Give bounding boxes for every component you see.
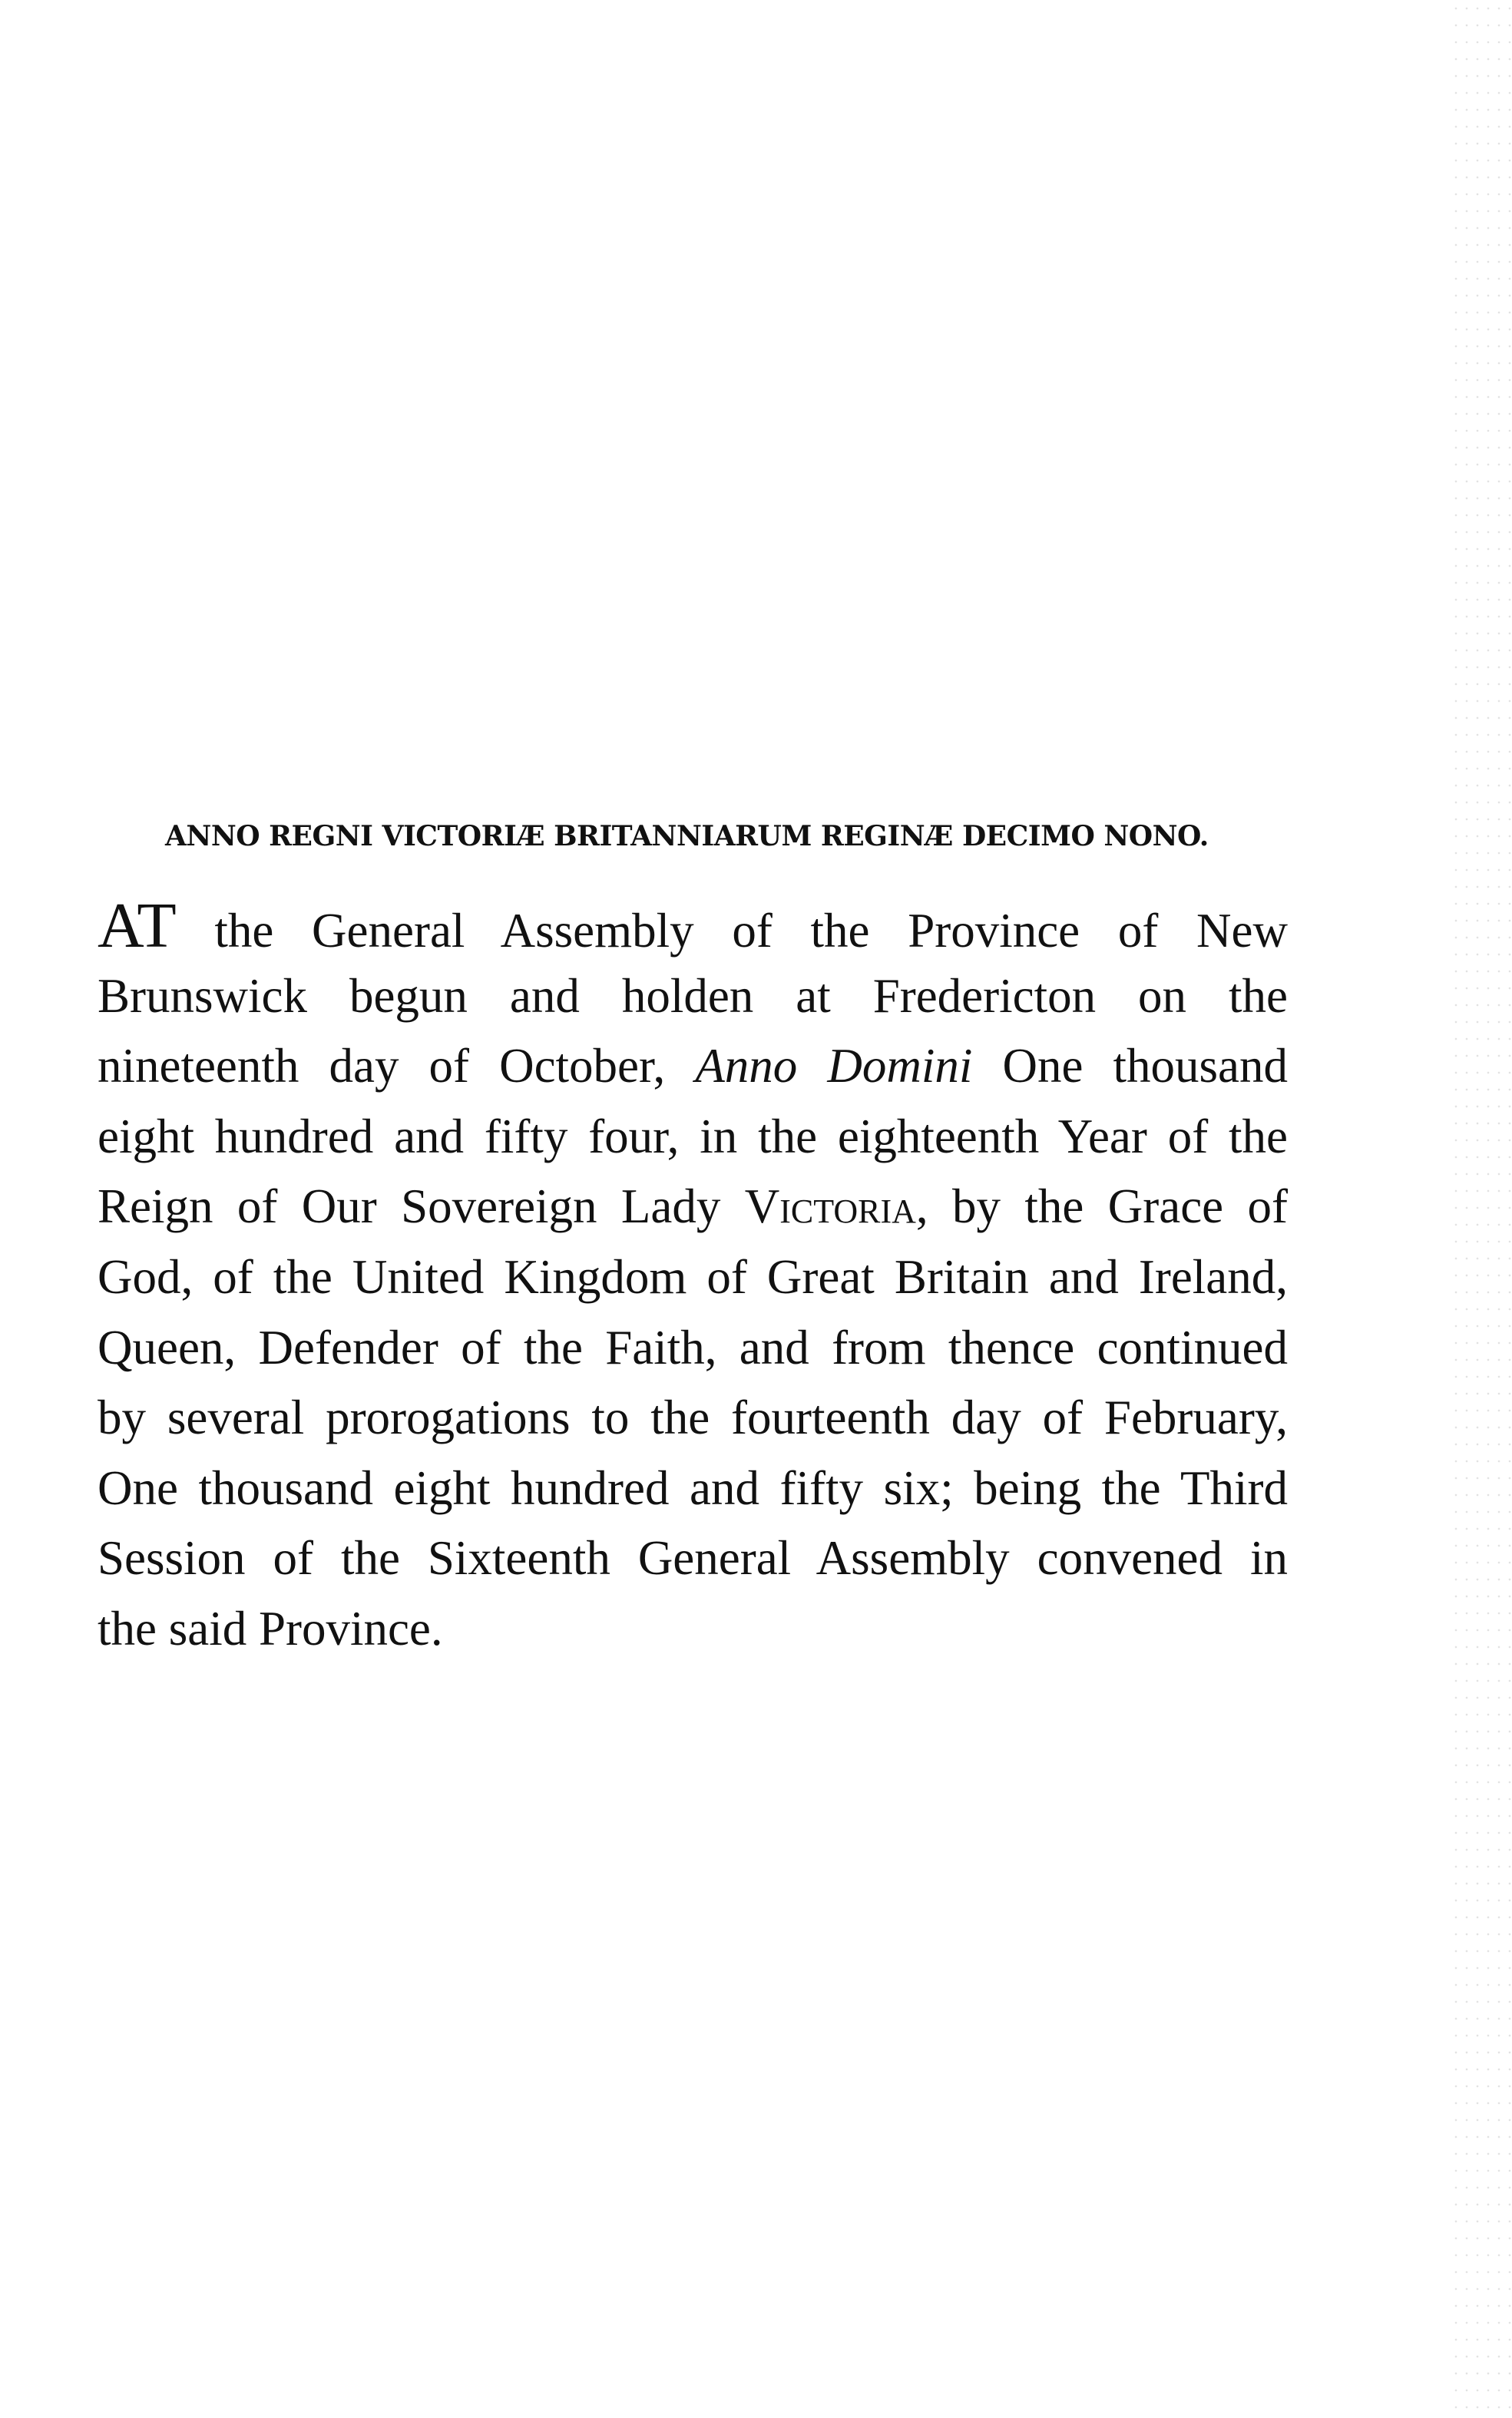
line-text: Brunswick begun and holden at Fredericton on the bbox=[98, 968, 1288, 1023]
line-text: eight hundred and fifty four, in the eighteenth Year of the bbox=[98, 1109, 1288, 1163]
session-preamble bbox=[98, 891, 1288, 1665]
line-text: Queen, Defender of the Faith, and from thence continued bbox=[98, 1320, 1288, 1374]
italic-phrase: Anno Domini bbox=[695, 1039, 973, 1093]
text-line bbox=[98, 891, 1288, 961]
scan-edge-artifact bbox=[1451, 0, 1512, 2418]
text-line bbox=[98, 1172, 1288, 1242]
line-text: nineteenth day of October, bbox=[98, 1039, 696, 1093]
line-text: One thousand bbox=[972, 1039, 1288, 1093]
text-line bbox=[98, 1383, 1288, 1454]
text-line bbox=[98, 1594, 1288, 1665]
line-text: Session of the Sixteenth General Assembly convened in bbox=[98, 1531, 1288, 1586]
text-line bbox=[98, 1102, 1288, 1173]
line-text: Reign of Our Sovereign Lady bbox=[98, 1179, 745, 1234]
line-text: God, of the United Kingdom of Great Britain and Ireland, bbox=[98, 1249, 1288, 1304]
small-caps-name: Victoria bbox=[744, 1179, 916, 1234]
text-line bbox=[98, 961, 1288, 1032]
text-line bbox=[98, 1523, 1288, 1594]
line-text: the said Province. bbox=[98, 1601, 443, 1656]
line-text: the General Assembly of the Province of New bbox=[176, 904, 1288, 958]
line-text: , by the Grace of bbox=[915, 1179, 1288, 1234]
text-line bbox=[98, 1242, 1288, 1313]
line-text: One thousand eight hundred and fifty six; being the Third bbox=[98, 1460, 1288, 1515]
line-text: by several prorogations to the fourteenth day of February, bbox=[98, 1391, 1288, 1445]
text-line bbox=[98, 1031, 1288, 1102]
text-line bbox=[98, 1313, 1288, 1384]
regnal-year-heading: ANNO REGNI VICTORIÆ BRITANNIARUM REGINÆ DECIMO NONO. bbox=[165, 820, 1209, 852]
drop-cap-word: AT bbox=[98, 890, 177, 961]
text-line bbox=[98, 1454, 1288, 1524]
